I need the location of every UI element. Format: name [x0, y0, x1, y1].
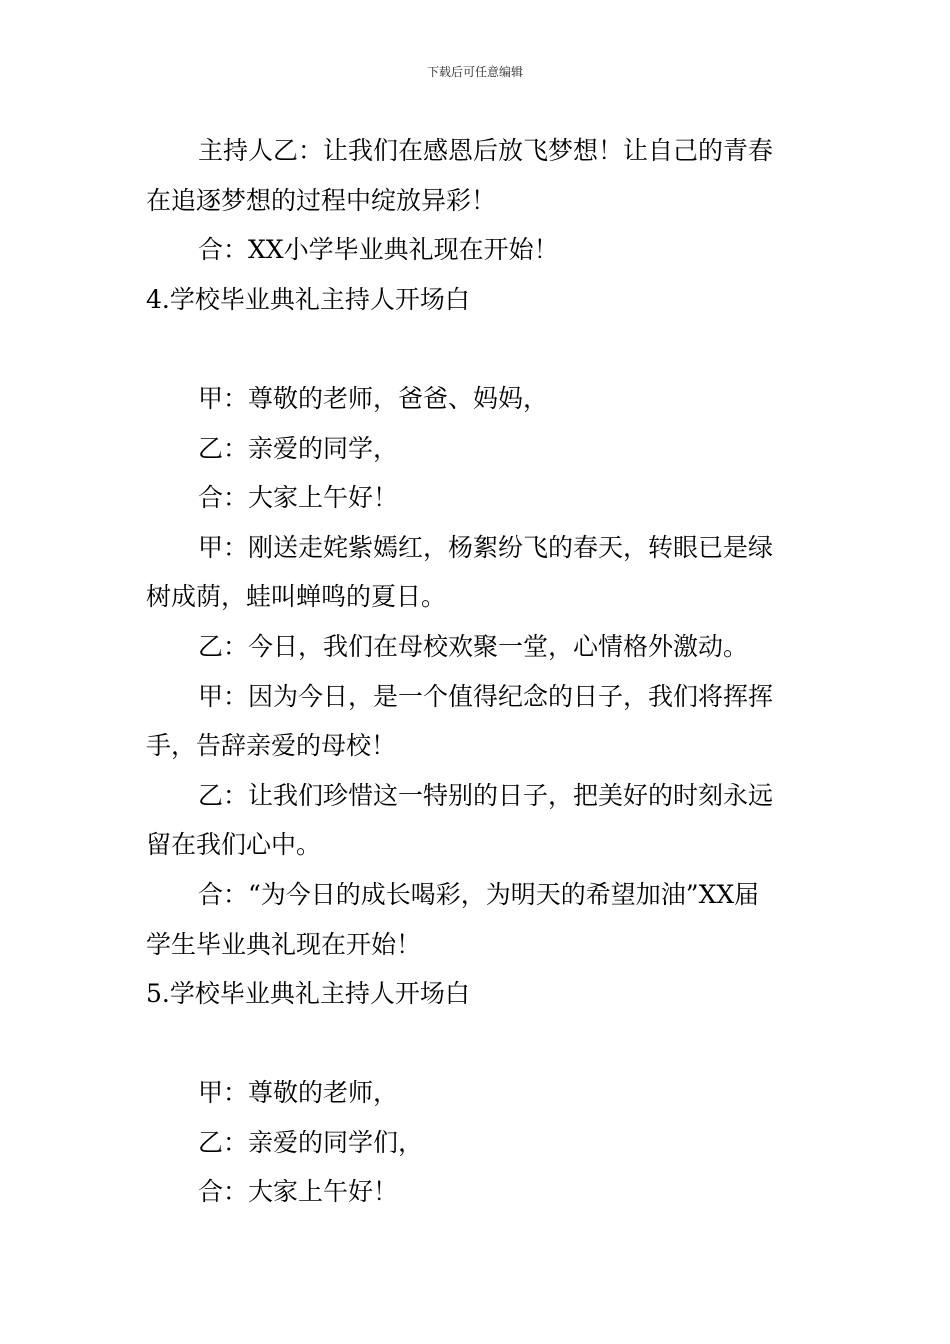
- paragraph-line: 甲：刚送走姹紫嫣红，杨絮纷飞的春天，转眼已是绿: [198, 532, 774, 562]
- paragraph-line: 合：大家上午好！: [198, 483, 399, 513]
- blank-line: [146, 1019, 808, 1069]
- section-heading: 5.学校毕业典礼主持人开场白: [146, 979, 470, 1009]
- paragraph-line: 学生毕业典礼现在开始！: [146, 929, 422, 959]
- paragraph-line: 乙：亲爱的同学们，: [198, 1127, 424, 1157]
- paragraph-line: 乙：今日，我们在母校欢聚一堂，心情格外激动。: [198, 631, 749, 661]
- paragraph-line: 在追逐梦想的过程中绽放异彩！: [146, 185, 497, 215]
- paragraph-line: 树成荫，蛙叫蝉鸣的夏日。: [146, 582, 447, 612]
- paragraph-line: 甲：尊敬的老师，: [198, 1078, 399, 1108]
- paragraph-line: 甲：因为今日，是一个值得纪念的日子，我们将挥挥: [198, 681, 774, 711]
- paragraph-line: 手，告辞亲爱的母校！: [146, 731, 397, 761]
- paragraph-line: 合：大家上午好！: [198, 1177, 399, 1207]
- document-body: [146, 126, 808, 1217]
- paragraph-line: 乙：让我们珍惜这一特别的日子，把美好的时刻永远: [198, 780, 774, 810]
- page-header: 下载后可任意编辑: [426, 65, 523, 79]
- section-heading: 4.学校毕业典礼主持人开场白: [146, 284, 470, 314]
- paragraph-line: 甲：尊敬的老师，爸爸、妈妈，: [198, 383, 549, 413]
- blank-line: [146, 324, 808, 374]
- paragraph-line: 合：XX小学毕业典礼现在开始！: [198, 235, 559, 265]
- paragraph-line: 乙：亲爱的同学，: [198, 433, 399, 463]
- paragraph-line: 合：“为今日的成长喝彩，为明天的希望加油”XX届: [198, 879, 760, 909]
- paragraph-line: 主持人乙：让我们在感恩后放飞梦想！让自己的青春: [198, 136, 774, 165]
- paragraph-line: 留在我们心中。: [146, 830, 322, 860]
